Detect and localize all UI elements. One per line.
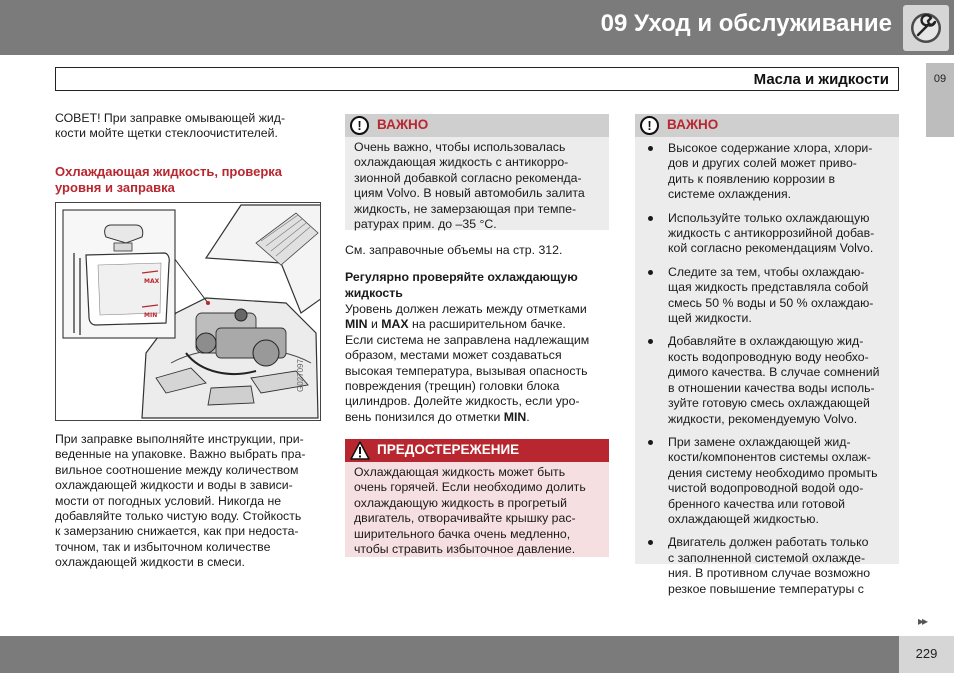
warning-box-hot-coolant: [345, 439, 609, 557]
page-number-box: [899, 636, 954, 673]
min-mark: MIN: [144, 312, 158, 319]
list-item: Используйте только охлаждающую жидкость с антикоррозийной добав- кой согласно рекомендациям Volvo.: [647, 211, 893, 257]
side-tab-label: 09: [933, 73, 947, 85]
chapter-side-tab: [926, 63, 954, 137]
bullet-dot: [648, 540, 653, 545]
important-box-antifreeze: [345, 114, 609, 230]
bullet-dot: [648, 146, 653, 151]
header-bar: [0, 0, 954, 55]
see-also-text: См. заправочные объемы на стр. 312.: [345, 243, 563, 257]
bullet-dot: [648, 270, 653, 275]
list-item: Добавляйте в охлаждающую жид- кость водопроводную воду необхо- димого качества. В случае сомнений в отношении качества воды исполь- зуйте готовую смесь охлаждающей жидкости, рекомендуемую Volvo.: [647, 334, 893, 426]
list-item: Следите за тем, чтобы охлаждаю- щая жидкость представляла собой смесь 50 % воды и 50 % охлаждаю- щей жидкости.: [647, 265, 893, 327]
exclamation-icon: !: [640, 116, 659, 135]
important-box-header: [635, 114, 899, 137]
footer-bar: [0, 636, 954, 673]
engine-bay-drawing: [56, 203, 321, 421]
coolant-level-text: Уровень должен лежать между отметками MIN и MAX на расширительном бачке. Если система не заправлена надлежащим образом, местами может создаваться высокая температура, вызывая опасность повреждения (трещин) головки блока цилиндров. Долейте жидкость, если уро- вень понизился до отметки MIN.: [345, 302, 590, 424]
important-bullet-list: [647, 141, 893, 605]
list-item: Двигатель должен работать только с заполненной системой охлажде- ния. В противном случае возможно резкое повышение температуры с: [647, 535, 893, 597]
important-label: ВАЖНО: [667, 117, 719, 132]
continue-marker: ▸▸: [918, 614, 927, 628]
coolant-body-text: При заправке выполняйте инструкции, при- веденные на упаковке. Важно выбрать пра- вильное соотношение между количеством охлаждающей жидкости и воды в зависи- мости от погодных условий. Никогда не добавляйте только чистую воду. Стойкость к замерзанию снижается, как при недоста- точном, так и избыточном количестве охлаждающей жидкости в смеси.: [55, 432, 306, 570]
image-code: G027097: [296, 359, 305, 392]
tip-text: СОВЕТ! При заправке омывающей жид- кости мойте щетки стеклоочистителей.: [55, 111, 286, 141]
section-title: Масла и жидкости: [753, 71, 889, 88]
chapter-icon-box: [903, 5, 949, 51]
warning-box-text: Охлаждающая жидкость может быть очень горячей. Если необходимо долить охлаждающую жидкость в прогретый двигатель, отворачивайте крышку рас- ширительного бачка очень медленно, чтобы стравить избыточное давление.: [354, 465, 586, 557]
warning-box-header: [345, 439, 609, 462]
bullet-dot: [648, 339, 653, 344]
list-item: Высокое содержание хлора, хлори- дов и других солей может приво- дить к появлению коррозии в системе охлаждения.: [647, 141, 893, 203]
page-number: 229: [915, 646, 938, 661]
wrench-icon: [909, 11, 943, 45]
important-box-header: [345, 114, 609, 137]
important-box-text: Очень важно, чтобы использовалась охлаждающая жидкость с антикорро- зионной добавкой согласно рекоменда- циям Volvo. В новый автомобиль залита жидкость, не замерзающая при темпе- ратурах прим. до –35 °C.: [354, 140, 585, 232]
chapter-title: 09 Уход и обслуживание: [600, 10, 892, 37]
list-item: При замене охлаждающей жид- кости/компонентов системы охлаж- дения систему необходимо промыть чистой водопроводной водой одо- бренного качества или готовой охлаждающей жидкостью.: [647, 435, 893, 527]
important-box-coolant-rules: [635, 114, 899, 596]
exclamation-icon: !: [350, 116, 369, 135]
bullet-dot: [648, 440, 653, 445]
max-mark: MAX: [144, 278, 160, 285]
coolant-heading: Охлаждающая жидкость, проверка уровня и заправка: [55, 164, 283, 195]
warning-label: ПРЕДОСТЕРЕЖЕНИЕ: [377, 442, 520, 457]
section-bar: [55, 67, 899, 91]
check-coolant-subheading: Регулярно проверяйте охлаждающую жидкость: [345, 270, 578, 300]
bullet-dot: [648, 216, 653, 221]
coolant-reservoir-illustration: [55, 202, 321, 421]
important-label: ВАЖНО: [377, 117, 429, 132]
warning-triangle-icon: [350, 441, 370, 460]
